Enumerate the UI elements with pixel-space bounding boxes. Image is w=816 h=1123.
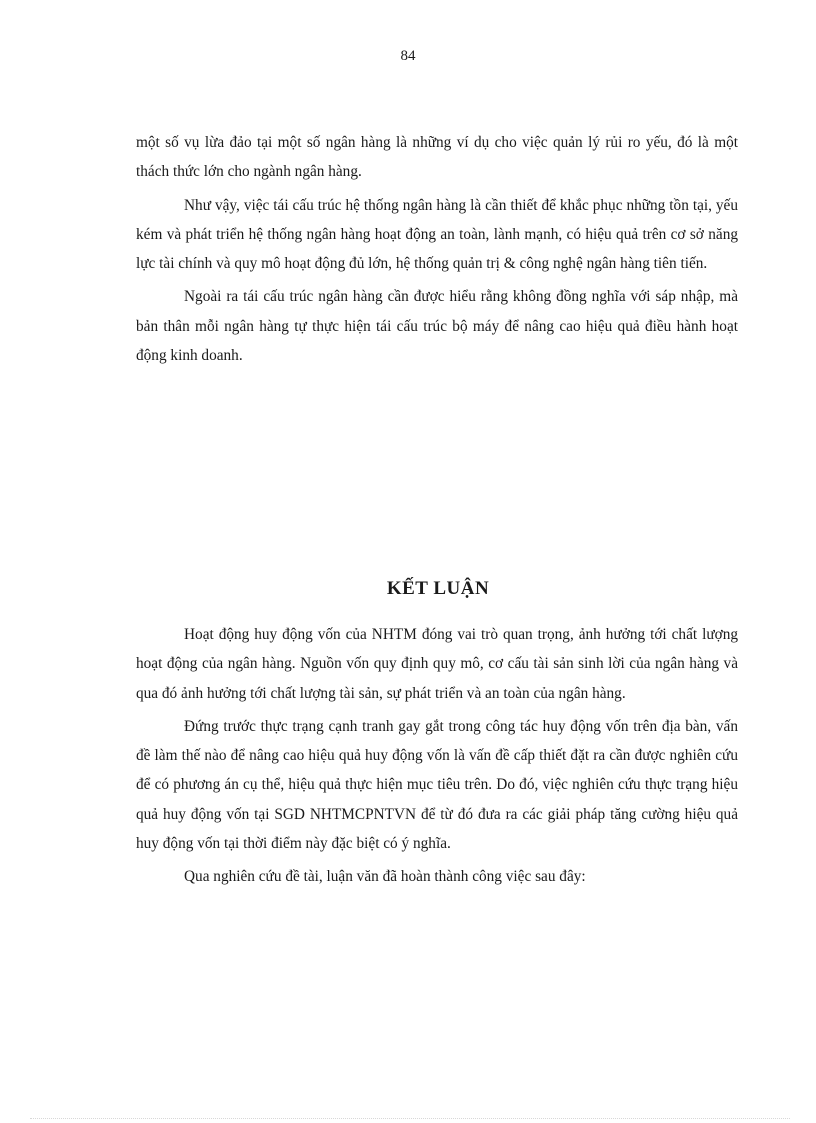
page-number: 84 — [400, 48, 416, 64]
conclusion-paragraph-2: Đứng trước thực trạng cạnh tranh gay gắt trong công tác huy động vốn trên địa bàn, vấn đề làm thế nào để nâng cao hiệu quả huy động vốn là vấn đề cấp thiết đặt ra cần được nghiên cứu để có phương án cụ thể, hiệu quả thực hiện mục tiêu trên. Do đó, việc nghiên cứu thực trạng hiệu quả huy động vốn tại SGD NHTMCPNTVN để từ đó đưa ra các giải pháp tăng cường hiệu quả huy động vốn tại thời điểm này đặc biệt có ý nghĩa. — [136, 717, 738, 853]
bottom-divider — [30, 1118, 790, 1119]
intro-paragraph-2: Như vậy, việc tái cấu trúc hệ thống ngân hàng là cần thiết để khắc phục những tồn tại, yếu kém và phát triển hệ thống ngân hàng hoạt động an toàn, lành mạnh, có hiệu quả trên cơ sở năng lực tài chính và quy mô hoạt động đủ lớn, hệ thống quản trị & công nghệ ngân hàng tiên tiến. — [136, 196, 738, 273]
conclusion-paragraph-1: Hoạt động huy động vốn của NHTM đóng vai trò quan trọng, ảnh hưởng tới chất lượng hoạt động của ngân hàng. Nguồn vốn quy định quy mô, cơ cấu tài sản sinh lời của ngân hàng và qua đó ảnh hưởng tới chất lượng tài sản, sự phát triển và an toàn của ngân hàng. — [136, 626, 738, 702]
intro-section — [136, 128, 738, 374]
conclusion-section — [136, 620, 738, 896]
conclusion-heading: KẾT LUẬN — [386, 578, 490, 599]
intro-paragraph-1: một số vụ lừa đảo tại một số ngân hàng là những ví dụ cho việc quản lý rủi ro yếu, đó là một thách thức lớn cho ngành ngân hàng. — [136, 134, 738, 181]
conclusion-paragraph-3: Qua nghiên cứu đề tài, luận văn đã hoàn thành công việc sau đây: — [184, 868, 586, 886]
intro-paragraph-3: Ngoài ra tái cấu trúc ngân hàng cần được hiểu rằng không đồng nghĩa với sáp nhập, mà bản thân mỗi ngân hàng tự thực hiện tái cấu trúc bộ máy để nâng cao hiệu quả điều hành hoạt động kinh doanh. — [136, 288, 738, 365]
